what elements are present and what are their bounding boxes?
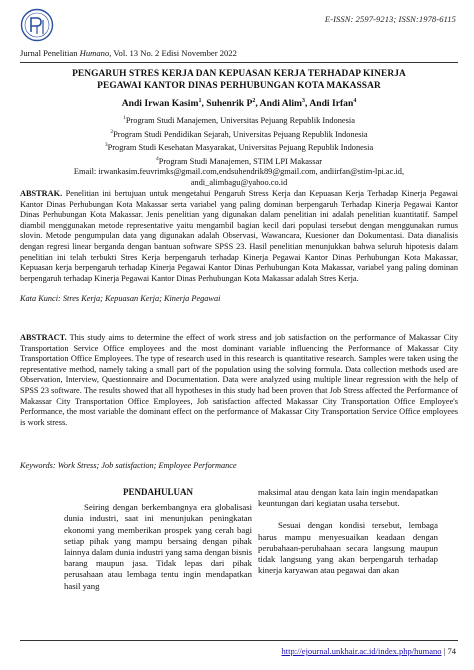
journal-prefix: Jurnal Penelitian <box>20 48 80 58</box>
journal-logo-icon <box>20 8 54 42</box>
affiliation-sup: 3 <box>104 142 108 149</box>
author-sup: 4 <box>353 98 357 104</box>
body-paragraph: maksimal atau dengan kata lain ingin mendapatkan keuntungan dari kegiatan usaha tersebut. <box>258 487 438 509</box>
paragraph-gap <box>258 509 438 520</box>
affiliation-text: Program Studi Kesehatan Masyarakat, Universitas Pejuang Republik Indonesia <box>107 142 374 152</box>
title-line-1: PENGARUH STRES KERJA DAN KEPUASAN KERJA TERHADAP KINERJA <box>72 69 406 79</box>
abstrak-label: ABSTRAK. <box>20 189 63 198</box>
author-sep: , <box>305 98 310 110</box>
page-footer <box>281 646 456 656</box>
author-sup: 3 <box>302 98 306 104</box>
issn-header: E-ISSN: 2597-9213; ISSN:1978-6115 <box>324 14 456 24</box>
journal-name: Humano <box>79 48 110 58</box>
keywords: Keywords: Work Stress; Job satisfaction; Employee Performance <box>20 461 237 470</box>
affiliation-sup: 2 <box>110 128 114 135</box>
author-sup: 2 <box>252 98 256 104</box>
abstract-label: ABSTRACT. <box>20 333 67 342</box>
title-line-2: PEGAWAI KANTOR DINAS PERHUBUNGAN KOTA MAKASSAR <box>97 81 381 91</box>
author-sep: , <box>255 98 260 110</box>
footer-separator: | <box>441 646 448 656</box>
author-list <box>20 98 458 109</box>
journal-citation <box>20 48 237 58</box>
author-sep: , <box>201 98 207 110</box>
author-name: Andi Alim <box>259 98 303 110</box>
body-paragraph: Sesuai dengan kondisi tersebut, lembaga harus mampu menyesuaikan keadaan dengan perubahaan-perubahaan secara langsung maupun tidak langsung yang akan berpengaruh terhadap kinerja karyawan atau pegawai dan akan <box>258 520 438 576</box>
affiliations <box>20 113 458 189</box>
affiliation-line <box>20 127 458 141</box>
affiliation-line <box>20 140 458 154</box>
abstrak-text: Penelitian ini bertujuan untuk mengetahui Pengaruh Stress Kerja dan Kepuasan Kerja Terhadap Kinerja Pegawai Kantor Dinas Perhubungan Kota Makassar serta variabel yang paling dominan berpengaruh Terhadap Kinerja Pegawai Kantor Dinas Perhubungan Kota Makassar. Jenis penelitian yang digunakan dalam penelitian ini adalah penelitian kuantitatif. Sampel diambil menggunakan metode representative yaitu mengambil bagian kecil dari populasi tersebut dengan menggunakan rumus slovin. Metode pengumpulan data yang digunakan adalah Observasi, Wawancara, Kuesioner dan Dokumentasi. Data dianalisis dengan regresi linear berganda dengan bantuan software SPSS 23. Hasil penelitian menunjukkan bahwa seluruh hipotesis dalam penelitian ini telah terbukti Stres Kerja berpengaruh terhadap Kinerja Pegawai Kantor Dinas Perhubungan Kota Makassar, Kepuasan kerja berpengaruh terhadap Kinerja Pegawai Kantor Dinas Perhubungan Kota Makassar, variabel yang paling dominan berpengaruh terhadap Kinerja Pegawai Kantor Dinas Perhubungan Kota Makassar adalah Stres Kerja. <box>20 189 458 283</box>
affiliation-sup: 4 <box>155 155 159 162</box>
affiliation-sup: 1 <box>123 115 126 121</box>
author-sup: 1 <box>198 98 202 104</box>
journal-url-link[interactable]: http://ejournal.unkhair.ac.id/index.php/humano <box>281 646 442 656</box>
abstract-text: This study aims to determine the effect of work stress and job satisfaction on the performance of Makassar City Transportation Service Office employees and the most dominant variable influencing the Performance of Makassar City Transportation Office Employees. The type of research used in this research is quantitative research. Samples were taken using the representative method, namely taking a small part of the population using the solving formula. Data collection methods used are Observation, Interview, Questionnaire and Documentation. Data were analyzed using multiple linear regression with the help of SPSS 23 software. The results showed that all hypotheses in this study had been proven that Job Stress affected the Performance of Makassar City Transportation Office Employees, Job satisfaction affected Makassar City Transportation Office Employee's Performance, the most variable the dominant effect on the performance of Makassar City Transportation Service Office employees is work stress. <box>20 333 458 427</box>
body-column-right <box>258 487 438 576</box>
affiliation-text: Program Studi Manajemen, STIM LPI Makassar <box>158 156 323 166</box>
journal-volume: , Vol. 13 No. 2 Edisi November 2022 <box>109 48 237 58</box>
author-name: Andi Irfan <box>309 98 354 110</box>
email-line-1: Email: irwankasim.feuvrimks@gmail.com,endsuhendrik89@gmail.com, andiirfan@stim-lpi.ac.id, <box>73 167 405 177</box>
abstract-paragraph <box>20 333 458 428</box>
email-line-2: andi_alimbagu@yahoo.co.id <box>190 178 288 188</box>
body-paragraph: Seiring dengan berkembangnya era globalisasi dunia industri, saat ini menunjukan peningkatan ekonomi yang memberikan prospek yang cerah bagi setiap pihak yang mampu bersaing dengan pihak lainnya dalam dunia industri yang sama dengan bisnis barang maupun jasa. Tidak lepas dari pihak perusahaan atau lembaga tentu ingin mendapatkan hasil yang <box>64 502 252 591</box>
affiliation-line <box>20 113 458 127</box>
page-number: 74 <box>447 646 456 656</box>
affiliation-text: Program Studi Pendidikan Sejarah, Universitas Pejuang Republik Indonesia <box>113 129 368 139</box>
abstrak-paragraph <box>20 189 458 284</box>
kata-kunci: Kata Kunci: Stres Kerja; Kepuasan Kerja; Kinerja Pegawai <box>20 294 221 303</box>
footer-divider <box>20 640 458 641</box>
author-name: Andi Irwan Kasim <box>121 98 199 110</box>
article-title <box>30 68 448 92</box>
affiliation-line <box>20 154 458 168</box>
section-title: PENDAHULUAN <box>122 487 193 497</box>
header-divider <box>20 62 458 63</box>
author-name: Suhenrik P <box>206 98 253 110</box>
affiliation-text: Program Studi Manajemen, Universitas Pejuang Republik Indonesia <box>125 115 355 125</box>
body-column-left <box>64 487 252 592</box>
